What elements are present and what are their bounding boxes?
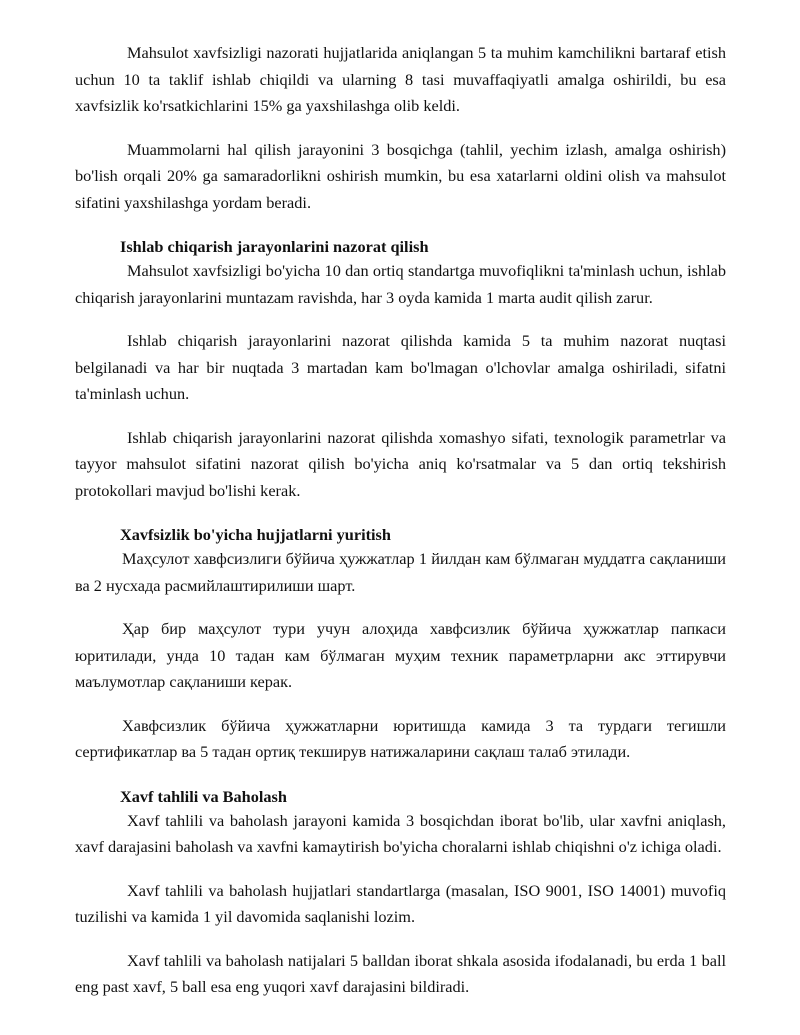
section-heading: Xavfsizlik bo'yicha hujjatlarni yuritish xyxy=(120,525,391,544)
paragraph: Mahsulot xavfsizligi nazorati hujjatlarida aniqlangan 5 ta muhim kamchilikni bartaraf etish uchun 10 ta taklif ishlab chiqildi va ularning 8 tasi muvaffaqiyatli amalga oshirildi, bu esa xavfsizlik ko'rsatkichlarini 15% ga yaxshilashga olib keldi. xyxy=(75,43,726,115)
paragraph: Muammolarni hal qilish jarayonini 3 bosqichga (tahlil, yechim izlash, amalga oshirish) bo'lish orqali 20% ga samaradorlikni oshirish mumkin, bu esa xatarlarni oldini olish va mahsulot sifatini yaxshilashga yordam beradi. xyxy=(75,139,726,212)
paragraph: Xavf tahlili va baholash jarayoni kamida 3 bosqichdan iborat bo'lib, ular xavfni aniqlash, xavf darajasini baholash va xavfni kamaytirish bo'yicha choralarni ishlab chiqishni o'z ichiga oladi. xyxy=(75,810,726,856)
document-page xyxy=(75,40,726,1001)
section-heading: Ishlab chiqarish jarayonlarini nazorat qilish xyxy=(120,237,429,256)
paragraph: Ҳар бир маҳсулот тури учун алоҳида хавфсизлик бўйича ҳужжатлар папкаси юритилади, унда 10 тадан кам бўлмаган муҳим техник параметрларни акс эттирувчи маълумотлар сақланиши керак. xyxy=(75,619,726,691)
paragraph: Xavf tahlili va baholash natijalari 5 balldan iborat shkala asosida ifodalanadi, bu erda 1 ball eng past xavf, 5 ball esa eng yuqori xavf darajasini bildiradi. xyxy=(75,950,726,996)
paragraph: Маҳсулот хавфсизлиги бўйича ҳужжатлар 1 йилдан кам бўлмаган муддатга сақланиши ва 2 нусхада расмийлаштирилиши шарт. xyxy=(75,549,726,595)
paragraph: Ishlab chiqarish jarayonlarini nazorat qilishda xomashyo sifati, texnologik parametrlar va tayyor mahsulot sifatini nazorat qilish bo'yicha aniq ko'rsatmalar va 5 dan ortiq tekshirish protokollari mavjud bo'lishi kerak. xyxy=(75,427,726,500)
paragraph: Ishlab chiqarish jarayonlarini nazorat qilishda kamida 5 ta muhim nazorat nuqtasi belgilanadi va har bir nuqtada 3 martadan kam bo'lmagan o'lchovlar amalga oshiriladi, sifatni ta'minlash uchun. xyxy=(75,331,726,403)
section-heading: Xavf tahlili va Baholash xyxy=(120,786,287,806)
paragraph: Mahsulot xavfsizligi bo'yicha 10 dan ortiq standartga muvofiqlikni ta'minlash uchun, ishlab chiqarish jarayonlarini muntazam ravishda, har 3 oyda kamida 1 marta audit qilish zarur. xyxy=(75,261,726,307)
paragraph: Xavf tahlili va baholash hujjatlari standartlarga (masalan, ISO 9001, ISO 14001) muvofiq tuzilishi va kamida 1 yil davomida saqlanishi lozim. xyxy=(75,880,726,926)
paragraph: Хавфсизлик бўйича ҳужжатларни юритишда камида 3 та турдаги тегишли сертификатлар ва 5 тадан ортиқ текширув натижаларини сақлаш талаб этилади. xyxy=(75,715,726,761)
